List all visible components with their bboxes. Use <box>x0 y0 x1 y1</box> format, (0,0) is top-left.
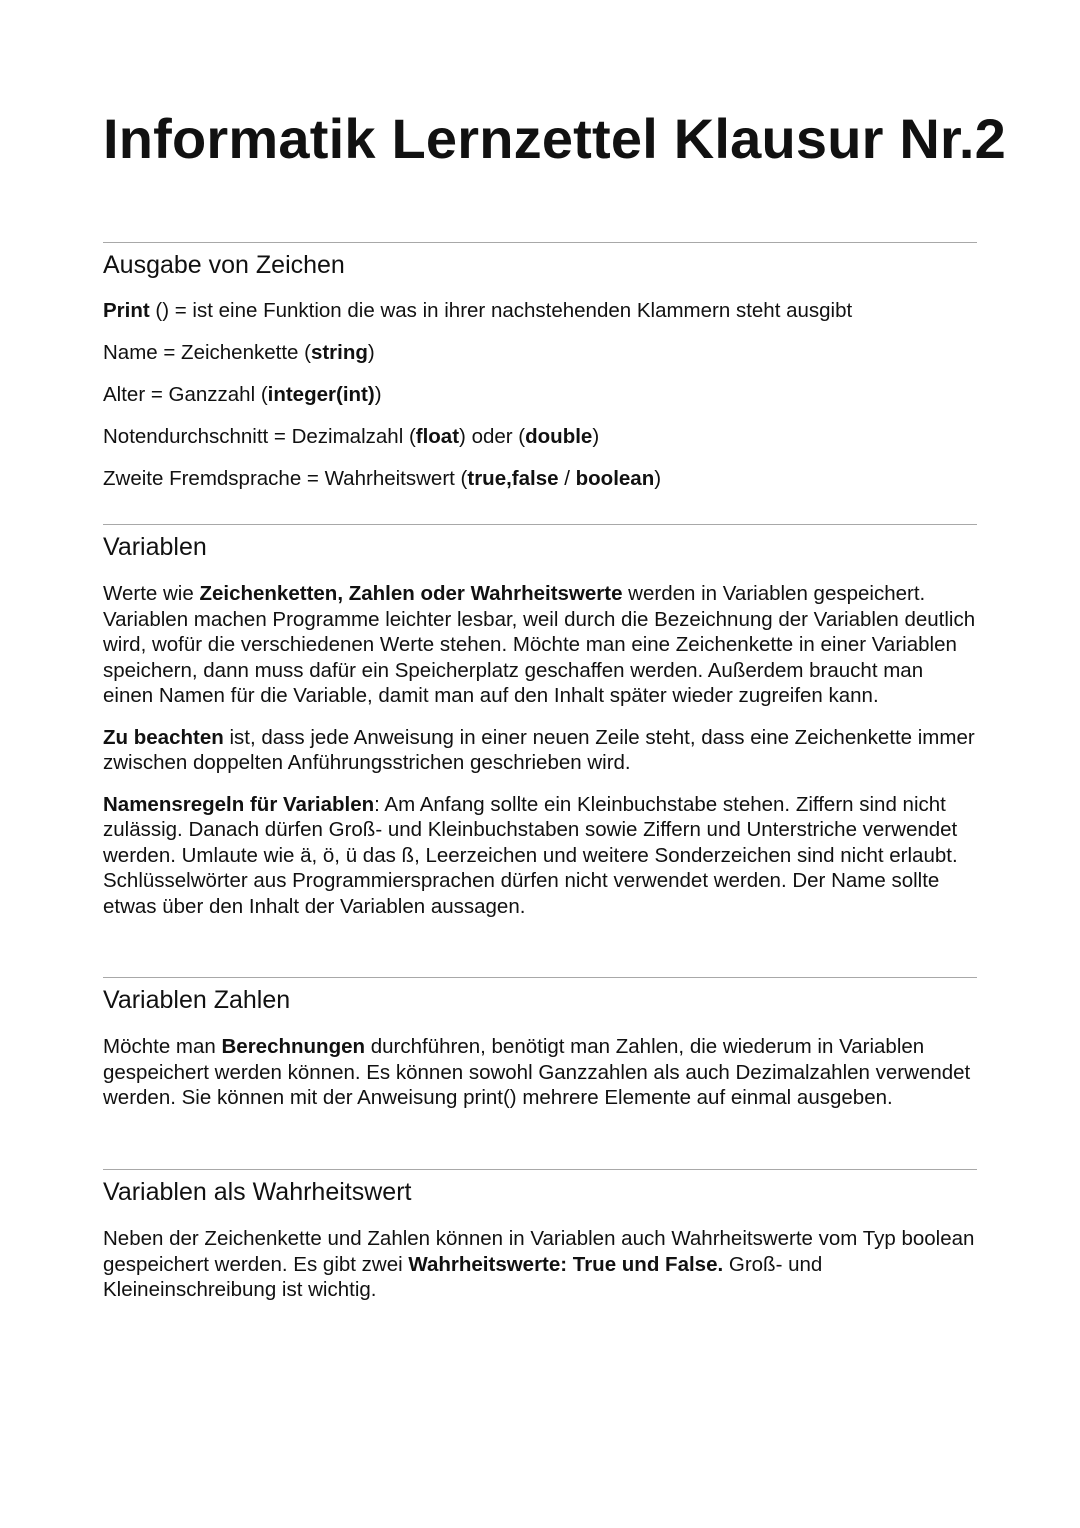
line-text: Zweite Fremdsprache = Wahrheitswert ( <box>103 467 468 490</box>
section-heading: Ausgabe von Zeichen <box>103 251 345 279</box>
line-text: / <box>558 467 576 490</box>
section-variablen-zahlen <box>103 977 977 1111</box>
wahrheitswert-paragraph <box>103 1226 977 1303</box>
section-variablen <box>103 524 977 919</box>
bold-term: Zeichenketten, Zahlen oder Wahrheitswerte <box>199 582 623 605</box>
document-title: Informatik Lernzettel Klausur Nr.2 <box>103 107 1007 170</box>
paragraph-text: Möchte man <box>103 1035 222 1058</box>
section-heading: Variablen Zahlen <box>103 986 291 1014</box>
line-text: () = ist eine Funktion die was in ihrer nachstehenden Klammern steht ausgibt <box>149 299 853 322</box>
line-text: ) <box>367 341 375 364</box>
line-text: ) <box>374 383 382 406</box>
variablen-paragraph-1 <box>103 581 977 709</box>
section-heading: Variablen als Wahrheitswert <box>103 1178 412 1206</box>
variablen-paragraph-2 <box>103 725 977 776</box>
bold-term: Wahrheitswerte: True und False. <box>408 1252 724 1276</box>
bold-term: Zu beachten <box>103 725 224 749</box>
line-text: Alter = Ganzzahl ( <box>103 383 268 406</box>
alter-type-line <box>103 382 977 408</box>
section-ausgabe-von-zeichen <box>103 242 977 492</box>
bold-term: string <box>310 341 368 364</box>
fremdsprache-type-line <box>103 466 977 492</box>
bold-term: double <box>525 425 593 448</box>
zahlen-paragraph <box>103 1034 977 1111</box>
notendurchschnitt-type-line <box>103 424 977 450</box>
print-definition-line <box>103 298 977 324</box>
paragraph-text: ist, dass jede Anweisung in einer neuen Zeile steht, dass eine Zeichenkette immer zwischen doppelten Anführungsstrichen geschrieben wird. <box>103 725 975 774</box>
paragraph-text: Werte wie <box>103 582 200 605</box>
section-heading: Variablen <box>103 533 207 561</box>
bold-term: float <box>415 425 460 448</box>
paragraph-text: durchführen, benötigt man Zahlen, die wiederum in Variablen gespeichert werden können. Es können sowohl Ganzzahlen als auch Dezimalzahlen verwendet werden. Sie können mit der Anweisung print() mehrere Elemente auf einmal ausgeben. <box>103 1035 971 1109</box>
line-text: Name = Zeichenkette ( <box>103 341 311 364</box>
bold-term: Print <box>103 299 150 322</box>
line-text: ) <box>654 467 662 490</box>
paragraph-text: Groß- und Kleineinschreibung ist wichtig. <box>103 1252 823 1301</box>
line-text: ) oder ( <box>459 425 526 448</box>
variablen-paragraph-3 <box>103 792 977 920</box>
bold-term: Namensregeln für Variablen <box>103 792 375 816</box>
line-text: ) <box>592 425 600 448</box>
paragraph-text: werden in Variablen gespeichert. Variablen machen Programme leichter lesbar, weil durch die Bezeichnung der Variablen deutlich wird, wofür die verschiedenen Werte stehen. Möchte man eine Zeichenkette in einer Variablen speichern, dann muss dafür ein Speicherplatz geschaffen werden. Außerdem braucht man einen Namen für die Variable, damit man auf den Inhalt später wieder zugreifen kann. <box>103 582 976 707</box>
paragraph-text: : Am Anfang sollte ein Kleinbuchstabe stehen. Ziffern sind nicht zulässig. Danach dürfen Groß- und Kleinbuchstaben sowie Ziffern und Unterstriche verwendet werden. Umlaute wie ä, ö, ü das ß, Leerzeichen und weitere Sonderzeichen sind nicht erlaubt. Schlüsselwörter aus Programmiersprachen dürfen nicht verwendet werden. Der Name sollte etwas über den Inhalt der Variablen aussagen. <box>103 792 958 918</box>
bold-term: true,false <box>467 467 559 490</box>
section-variablen-als-wahrheitswert <box>103 1169 977 1303</box>
bold-term: Berechnungen <box>221 1035 366 1058</box>
name-type-line <box>103 340 977 366</box>
bold-term: integer(int) <box>267 383 375 406</box>
paragraph-text: Neben der Zeichenkette und Zahlen können in Variablen auch Wahrheitswerte vom Typ boolean gespeichert werden. Es gibt zwei <box>103 1227 975 1276</box>
line-text: Notendurchschnitt = Dezimalzahl ( <box>103 425 416 448</box>
bold-term: boolean <box>575 467 655 490</box>
